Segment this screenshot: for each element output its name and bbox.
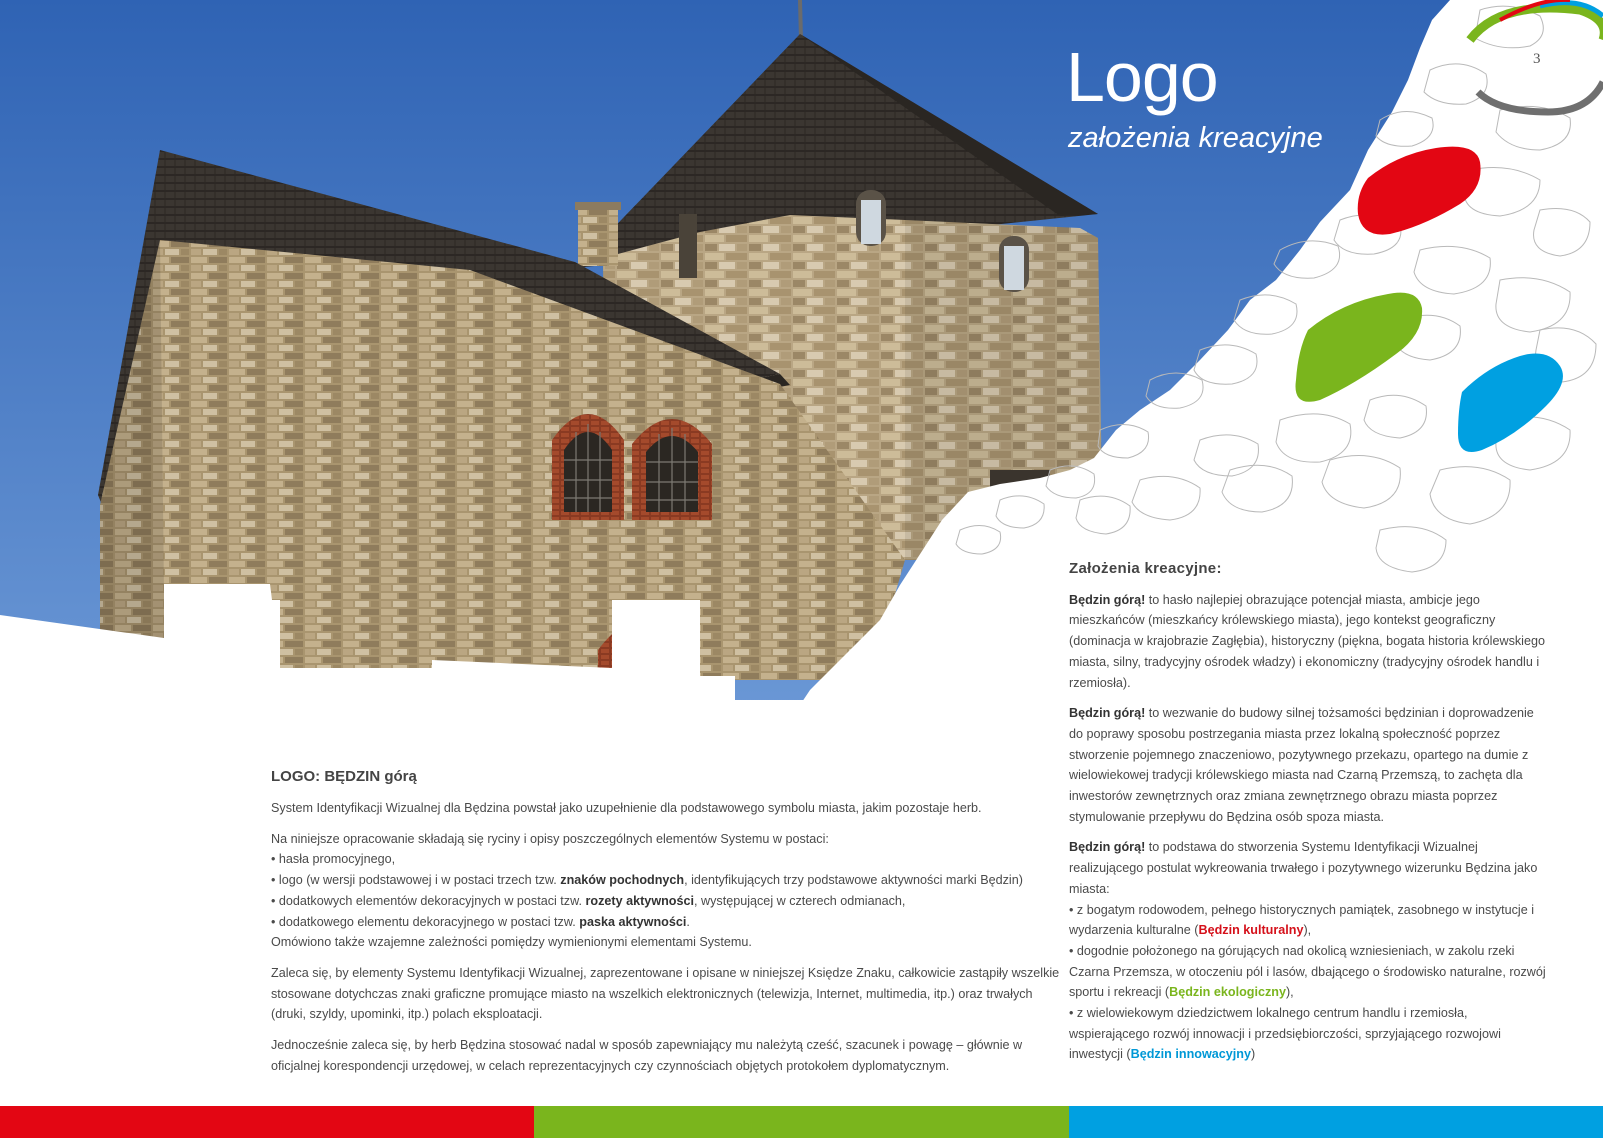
list-item: • hasła promocyjnego, (271, 852, 396, 867)
list-item-innovation: • z wielowiekowym dziedzictwem lokalnego centrum handlu i rzemiosła, wspierającego rozwój innowacji i przedsiębiorczości, sprzyjającego rozwojowi inwestycji (Będzin innowacyjny) (1069, 1006, 1501, 1062)
slogan: Będzin górą! (1069, 706, 1146, 721)
slogan-paragraph-3: Będzin górą! to podstawa do stworzenia Systemu Identyfikacji Wizualnej realizującego postulat wykreowania trwałego i pozytywnego wizerunku Będzina jako miasta: • z bogatym rodowodem, pełnego historycznych pamiątek, zasobnego w instytucje i wydarzenia kulturalne (Będzin kulturalny), • dogodnie położonego na górujących nad okolicą wzniesieniach, w zakolu rzeki Czarna Przemsza, w otoczeniu pól i lasów, dbającego o środowisko naturalne, rozwój sportu i rekreacji (Będzin ekologiczny), • z wielowiekowym dziedzictwem lokalnego centrum handlu i rzemiosła, wspierającego rozwój innowacji i przedsiębiorczości, sprzyjającego rozwojowi inwestycji (Będzin innowacyjny) (1069, 840, 1546, 1062)
list-item: • dodatkowego elementu dekoracyjnego w postaci tzw. paska aktywności. (271, 914, 690, 929)
slogan-paragraph-2: Będzin górą! to wezwanie do budowy silnej tożsamości będzinian i doprowadzenie do poprawy sposobu postrzegania miasta przez lokalną społeczność poprzez stworzenie pojemnego znaczeniowo, pozytywnego przekazu, opartego na dumie z wielowiekowej tradycji królewskiego miasta nad Czarną Przemszą, to zachęta dla inwestorów zewnętrznych oraz zmiana zewnętrznego obrazu miasta poprzez stymulowanie przepływu do Będzina osób spoza miasta. (1069, 706, 1534, 824)
right-heading: Założenia kreacyjne: (1069, 560, 1222, 577)
list-intro: Na niniejsze opracowanie składają się ryciny i opisy poszczególnych elementów Systemu w postaci: (271, 831, 829, 846)
list-item: • logo (w wersji podstawowej i w postaci trzech tzw. znaków pochodnych, identyfikujących trzy podstawowe aktywności marki Będzin) (271, 873, 1023, 888)
replacement-paragraph: Zaleca się, by elementy Systemu Identyfikacji Wizualnej, zaprezentowane i opisane w niniejszej Księdze Znaku, całkowicie zastąpiły wszelkie stosowane dotychczas znaki graficzne promujące miasto na wszelkich elektronicznych (telewizja, Internet, multimedia, itp.) oraz trwałych (druki, szyldy, upominki, itp.) polach eksploatacji. (271, 965, 1060, 1022)
activity-bar-red (0, 1106, 534, 1138)
list-item-ecology: • dogodnie położonego na górujących nad okolicą wzniesieniach, w zakolu rzeki Czarna Przemsza, w otoczeniu pól i lasów, dbającego o środowisko naturalne, rozwój sportu i rekreacji (Będzin ekologiczny), (1069, 943, 1546, 1000)
right-column (1069, 559, 1549, 1075)
tag-ekologiczny: Będzin ekologiczny (1169, 985, 1286, 1000)
slogan: Będzin górą! (1069, 592, 1146, 607)
left-heading: LOGO: BĘDZIN górą (271, 768, 417, 785)
elements-list (271, 829, 1061, 953)
slogan: Będzin górą! (1069, 840, 1146, 855)
intro-paragraph: System Identyfikacji Wizualnej dla Będzina powstał jako uzupełnienie dla podstawowego symbolu miasta, jakim pozostaje herb. (271, 801, 982, 815)
activity-bar-green (534, 1106, 1069, 1138)
page-title: Logo (1066, 38, 1218, 116)
tag-innowacyjny: Będzin innowacyjny (1130, 1047, 1251, 1062)
activity-bar-blue (1069, 1106, 1603, 1138)
list-item-culture: • z bogatym rodowodem, pełnego historycznych pamiątek, zasobnego w instytucje i wydarzenia kulturalne (Będzin kulturalny), (1069, 902, 1535, 938)
tag-kulturalny: Będzin kulturalny (1198, 923, 1304, 938)
list-item: • dodatkowych elementów dekoracyjnych w postaci tzw. rozety aktywności, występującej w czterech odmianach, (271, 893, 906, 908)
page-subtitle: założenia kreacyjne (1068, 122, 1323, 154)
page-number: 3 (1533, 51, 1541, 67)
left-column (271, 766, 1061, 1086)
slogan-paragraph-1: Będzin górą! to hasło najlepiej obrazujące potencjał miasta, ambicje jego mieszkańców (mieszkańcy królewskiego miasta), jego kontekst geograficzny (dominacja w krajobrazie Zagłębia), historyczny (piękna, bogata historia królewskiego miasta, silny, tradycyjny ośrodek władzy) i ekonomiczny (tradycyjny ośrodek handlu i rzemiosła). (1069, 592, 1545, 690)
list-outro: Omówiono także wzajemne zależności pomiędzy wymienionymi elementami Systemu. (271, 935, 752, 950)
coat-of-arms-paragraph: Jednocześnie zaleca się, by herb Będzina stosować nadal w sposób zapewniający mu należytą cześć, szacunek i powagę – głównie w oficjalnej korespondencji urzędowej, w celach reprezentacyjnych czy czynnościach objętych protokołem dyplomatycznym. (271, 1038, 1023, 1073)
